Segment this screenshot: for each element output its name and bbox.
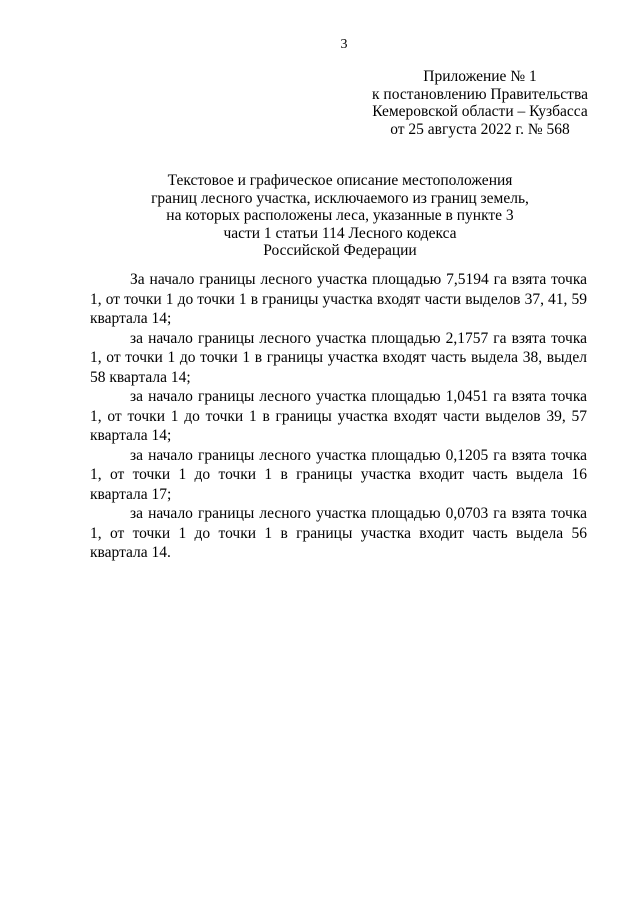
page-number: 3: [340, 37, 348, 52]
document-body: [90, 270, 587, 563]
body-paragraph: за начало границы лесного участка площадью 0,0703 га взята точка 1, от точки 1 до точки 1 в границы участка входит часть выдела 56 квартала 14.: [90, 505, 587, 561]
document-title: [90, 172, 590, 260]
title-line: Текстовое и графическое описание местоположения: [167, 172, 513, 189]
body-paragraph: за начало границы лесного участка площадью 2,1757 га взята точка 1, от точки 1 до точки 1 в границы участка входят часть выдела 38, выдел 58 квартала 14;: [90, 329, 587, 386]
body-paragraph: За начало границы лесного участка площадью 7,5194 га взята точка 1, от точки 1 до точки 1 в границы участка входят части выделов 37, 41, 59 квартала 14;: [90, 271, 587, 327]
appendix-line: Кемеровской области – Кузбасса: [372, 103, 588, 120]
appendix-header: [350, 68, 610, 138]
title-line: на которых расположены леса, указанные в пункте 3: [166, 207, 514, 224]
appendix-line: к постановлению Правительства: [372, 85, 588, 103]
title-line: части 1 статьи 114 Лесного кодекса: [223, 224, 457, 242]
title-line: границ лесного участка, исключаемого из границ земель,: [151, 189, 529, 207]
appendix-line: от 25 августа 2022 г. № 568: [390, 120, 570, 138]
body-paragraph: за начало границы лесного участка площадью 0,1205 га взята точка 1, от точки 1 до точки 1 в границы участка входит часть выдела 16 квартала 17;: [90, 446, 587, 503]
appendix-line: Приложение № 1: [423, 68, 537, 85]
title-line: Российской Федерации: [263, 242, 417, 259]
body-paragraph: за начало границы лесного участка площадью 1,0451 га взята точка 1, от точки 1 до точки 1 в границы участка входят части выделов 39, 57 квартала 14;: [90, 388, 587, 444]
